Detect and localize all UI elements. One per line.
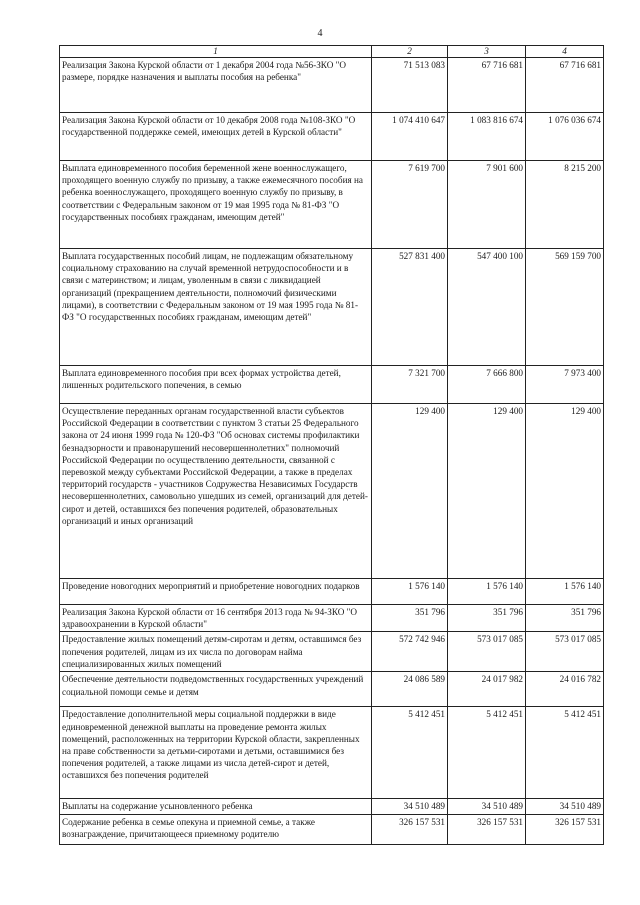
row-description: Выплата единовременного пособия беременной жене военнослужащего, проходящего военную службу по призыву, а также ежемесячного пособия на ребенка военнослужащего, проходящего военную службу по призыву, в соответствии с Федеральным законом от 19 мая 1995 года № 81-ФЗ "О государственных пособиях гражданам, имеющим детей" bbox=[60, 161, 372, 249]
table-row bbox=[60, 799, 604, 814]
row-value-col2: 7 619 700 bbox=[372, 161, 448, 249]
table-row bbox=[60, 366, 604, 404]
table-row bbox=[60, 249, 604, 366]
budget-table bbox=[59, 45, 604, 845]
row-value-col3: 129 400 bbox=[448, 404, 526, 579]
table-row bbox=[60, 632, 604, 672]
column-header-3: 3 bbox=[448, 46, 526, 58]
row-value-col4: 129 400 bbox=[526, 404, 604, 579]
row-value-col3: 34 510 489 bbox=[448, 799, 526, 814]
row-description: Предоставление жилых помещений детям-сиротам и детям, оставшимся без попечения родителей, лицам из их числа по договорам найма специализированных жилых помещений bbox=[60, 632, 372, 672]
row-value-col2: 129 400 bbox=[372, 404, 448, 579]
row-value-col4: 569 159 700 bbox=[526, 249, 604, 366]
row-value-col3: 24 017 982 bbox=[448, 672, 526, 707]
row-value-col4: 34 510 489 bbox=[526, 799, 604, 814]
row-value-col2: 527 831 400 bbox=[372, 249, 448, 366]
row-value-col2: 5 412 451 bbox=[372, 707, 448, 799]
row-value-col3: 326 157 531 bbox=[448, 814, 526, 844]
row-value-col3: 7 901 600 bbox=[448, 161, 526, 249]
row-value-col3: 5 412 451 bbox=[448, 707, 526, 799]
row-value-col4: 351 796 bbox=[526, 605, 604, 632]
row-value-col3: 67 716 681 bbox=[448, 58, 526, 113]
row-value-col4: 573 017 085 bbox=[526, 632, 604, 672]
table-row bbox=[60, 113, 604, 161]
table-row bbox=[60, 707, 604, 799]
row-description: Предоставление дополнительной меры социальной поддержки в виде единовременной денежной выплаты на проведение ремонта жилых помещений, расположенных на территории Курской области, закрепленных на праве собственности за детьми-сиротами и детьми, оставшимися без попечения родителей, а также лицами из числа детей-сирот и детей, оставшихся без попечения родителей bbox=[60, 707, 372, 799]
table-row bbox=[60, 672, 604, 707]
column-header-1: 1 bbox=[60, 46, 372, 58]
row-value-col4: 1 076 036 674 bbox=[526, 113, 604, 161]
page-number: 4 bbox=[317, 28, 323, 39]
row-value-col2: 1 576 140 bbox=[372, 579, 448, 605]
row-value-col2: 326 157 531 bbox=[372, 814, 448, 844]
row-description: Проведение новогодних мероприятий и приобретение новогодних подарков bbox=[60, 579, 372, 605]
row-description: Осуществление переданных органам государственной власти субъектов Российской Федерации в соответствии с пунктом 3 статьи 25 Федерального закона от 24 июня 1999 года № 120-ФЗ "Об основах системы профилактики безнадзорности и правонарушений несовершеннолетних" полномочий Российской Федерации по осуществлению деятельности, связанной с перевозкой между субъектами Российской Федерации, а также в пределах территорий государств - участников Содружества Независимых Государств несовершеннолетних, самовольно ушедших из семей, организаций для детей-сирот и детей, оставшихся без попечения родителей, образовательных организаций и иных организаций bbox=[60, 404, 372, 579]
row-value-col2: 1 074 410 647 bbox=[372, 113, 448, 161]
row-value-col2: 24 086 589 bbox=[372, 672, 448, 707]
row-value-col4: 67 716 681 bbox=[526, 58, 604, 113]
row-value-col2: 34 510 489 bbox=[372, 799, 448, 814]
row-value-col4: 5 412 451 bbox=[526, 707, 604, 799]
row-value-col3: 1 083 816 674 bbox=[448, 113, 526, 161]
row-value-col4: 7 973 400 bbox=[526, 366, 604, 404]
row-value-col4: 1 576 140 bbox=[526, 579, 604, 605]
row-value-col3: 573 017 085 bbox=[448, 632, 526, 672]
row-value-col3: 7 666 800 bbox=[448, 366, 526, 404]
table-row bbox=[60, 404, 604, 579]
row-value-col4: 8 215 200 bbox=[526, 161, 604, 249]
row-value-col3: 547 400 100 bbox=[448, 249, 526, 366]
row-value-col2: 71 513 083 bbox=[372, 58, 448, 113]
table-row bbox=[60, 814, 604, 844]
table-row bbox=[60, 605, 604, 632]
row-value-col2: 572 742 946 bbox=[372, 632, 448, 672]
row-value-col3: 1 576 140 bbox=[448, 579, 526, 605]
row-description: Выплата единовременного пособия при всех формах устройства детей, лишенных родительского попечения, в семью bbox=[60, 366, 372, 404]
table-row bbox=[60, 58, 604, 113]
row-value-col3: 351 796 bbox=[448, 605, 526, 632]
table-row bbox=[60, 579, 604, 605]
row-value-col4: 326 157 531 bbox=[526, 814, 604, 844]
row-description: Реализация Закона Курской области от 10 декабря 2008 года №108-ЗКО "О государственной поддержке семей, имеющих детей в Курской области" bbox=[60, 113, 372, 161]
row-description: Реализация Закона Курской области от 1 декабря 2004 года №56-ЗКО "О размере, порядке назначения и выплаты пособия на ребенка" bbox=[60, 58, 372, 113]
row-value-col4: 24 016 782 bbox=[526, 672, 604, 707]
row-description: Реализация Закона Курской области от 16 сентября 2013 года № 94-ЗКО "О здравоохранении в Курской области" bbox=[60, 605, 372, 632]
row-description: Обеспечение деятельности подведомственных государственных учреждений социальной помощи семье и детям bbox=[60, 672, 372, 707]
row-description: Содержание ребенка в семье опекуна и приемной семье, а также вознаграждение, причитающееся приемному родителю bbox=[60, 814, 372, 844]
table-row bbox=[60, 161, 604, 249]
row-description: Выплата государственных пособий лицам, не подлежащим обязательному социальному страхованию на случай временной нетрудоспособности и в связи с материнством; и лицам, уволенным в связи с ликвидацией организаций (прекращением деятельности, полномочий физическими лицами), в соответствии с Федеральным законом от 19 мая 1995 года № 81-ФЗ "О государственных пособиях гражданам, имеющим детей" bbox=[60, 249, 372, 366]
column-header-4: 4 bbox=[526, 46, 604, 58]
column-header-2: 2 bbox=[372, 46, 448, 58]
row-description: Выплаты на содержание усыновленного ребенка bbox=[60, 799, 372, 814]
table-header-row bbox=[60, 46, 604, 58]
row-value-col2: 351 796 bbox=[372, 605, 448, 632]
row-value-col2: 7 321 700 bbox=[372, 366, 448, 404]
